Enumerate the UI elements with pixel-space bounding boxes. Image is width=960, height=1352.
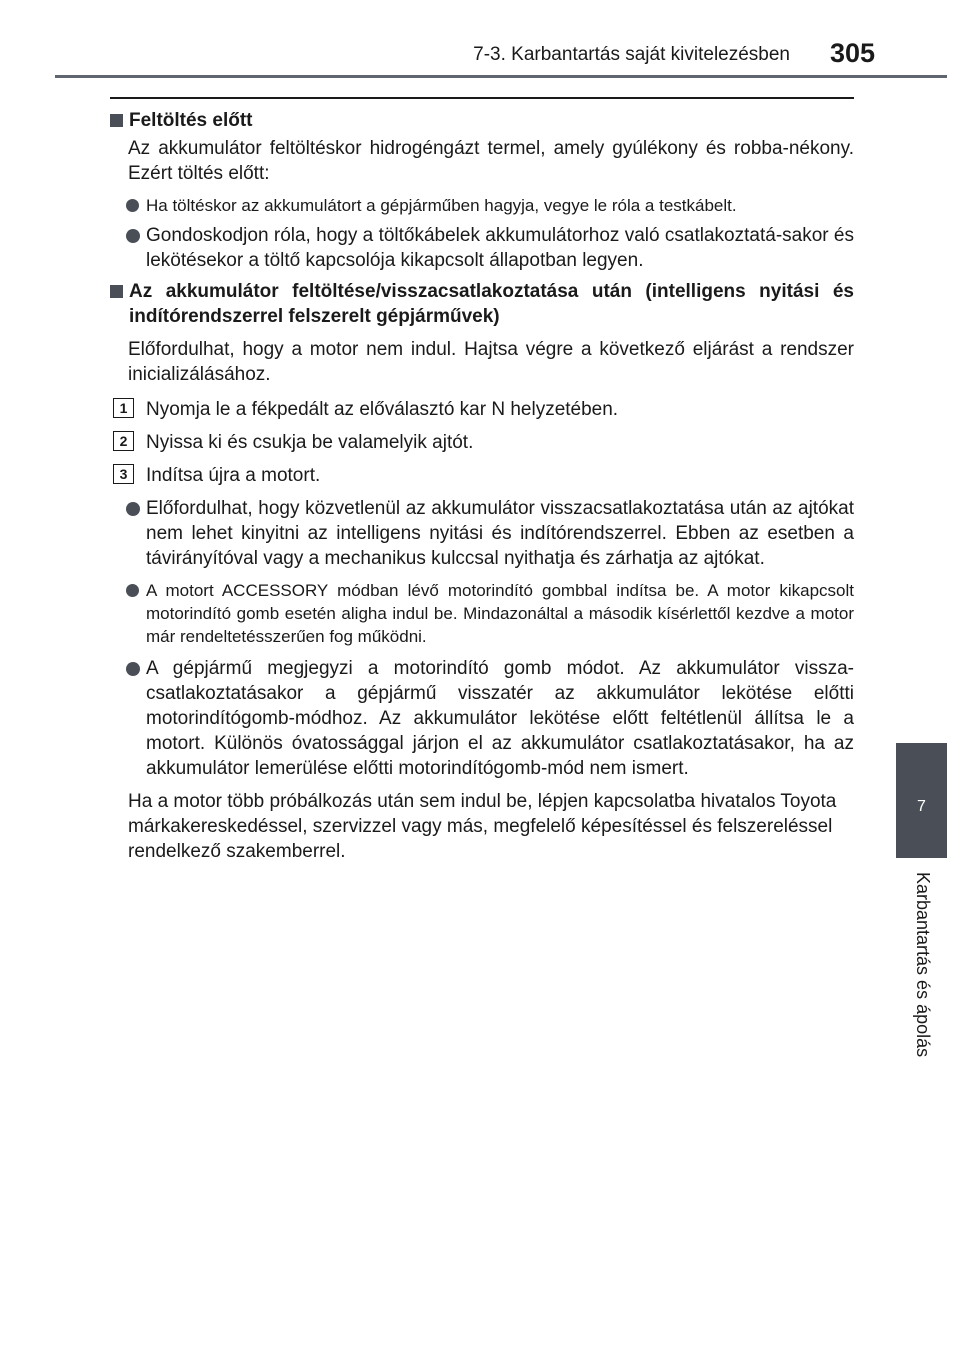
list-item: [110, 656, 854, 781]
section-heading: [110, 279, 854, 329]
round-bullet-icon: [126, 199, 139, 212]
chapter-number: 7: [917, 798, 926, 815]
step-number-box: 3: [113, 464, 134, 484]
chapter-tab: [896, 743, 947, 858]
step-number-box: 2: [113, 431, 134, 451]
page-content: [110, 108, 854, 864]
section-heading: [110, 108, 854, 133]
list-item: [110, 194, 854, 217]
round-bullet-icon: [126, 502, 140, 516]
section-heading-text: Az akkumulátor feltöltése/visszacsatlakoztatása után (intelligens nyitási és indítórendszerrel felszerelt gépjárművek): [129, 281, 854, 327]
list-item-text: A motort ACCESSORY módban lévő motorindító gombbal indítsa be. A motor kikapcsolt motorindító gomb esetén aligha indul be. Mindazonáltal a második kísérlettől kezdve a motor már rendeltetésszerűen fog működni.: [146, 581, 854, 646]
procedure-step: [110, 430, 854, 455]
page-number: 305: [830, 38, 876, 68]
procedure-step: [110, 463, 854, 488]
section-heading-text: Feltöltés előtt: [129, 110, 253, 131]
step-number-box: 1: [113, 398, 134, 418]
list-item: [110, 496, 854, 571]
step-text: Nyissa ki és csukja be valamelyik ajtót.: [146, 432, 474, 453]
list-item: [110, 223, 854, 273]
procedure-step: [110, 397, 854, 422]
section-intro: Előfordulhat, hogy a motor nem indul. Hajtsa végre a következő eljárást a rendszer inicializálásához.: [128, 339, 854, 385]
list-item-text: Előfordulhat, hogy közvetlenül az akkumulátor visszacsatlakoztatása után az ajtókat nem lehet kinyitni az intelligens nyitási és indítórendszerrel. Ebben az esetben a távirányítóval vagy a mechanikus kulccsal nyithatja és zárhatja az ajtókat.: [146, 498, 854, 569]
list-item: [110, 579, 854, 648]
step-text: Indítsa újra a motort.: [146, 465, 321, 486]
list-item-text: A gépjármű megjegyzi a motorindító gomb módot. Az akkumulátor vissza-csatlakoztatásakor a gépjármű visszatér az akkumulátor lekötése előtti motorindítógomb-módhoz. Az akkumulátor lekötése előtt feltétlenül állítsa le a motort. Különös óvatossággal járjon el az akkumulátor csatlakoztatásakor, ha az akkumulátor lemerülése előtti motorindítógomb-mód nem ismert.: [146, 658, 854, 779]
header-rule: [55, 75, 947, 78]
chapter-title-vertical: Karbantartás és ápolás: [913, 872, 933, 1058]
round-bullet-icon: [126, 229, 140, 243]
square-bullet-icon: [110, 285, 123, 298]
step-text: Nyomja le a fékpedált az előválasztó kar N helyzetében.: [146, 399, 619, 420]
section-intro: Az akkumulátor feltöltéskor hidrogéngázt termel, amely gyúlékony és robba-nékony. Ezért töltés előtt:: [128, 138, 854, 184]
section-rule: [110, 97, 854, 99]
square-bullet-icon: [110, 114, 123, 127]
closing-paragraph: Ha a motor több próbálkozás után sem indul be, lépjen kapcsolatba hivatalos Toyota márkakereskedéssel, szervizzel vagy más, megfelelő képesítéssel és felszereléssel rendelkező szakemberrel.: [128, 791, 837, 862]
list-item-text: Ha töltéskor az akkumulátort a gépjárműben hagyja, vegye le róla a testkábelt.: [146, 196, 737, 215]
round-bullet-icon: [126, 584, 139, 597]
list-item-text: Gondoskodjon róla, hogy a töltőkábelek akkumulátorhoz való csatlakoztatá-sakor és lekötésekor a töltő kapcsolója kikapcsolt állapotban legyen.: [146, 225, 854, 271]
running-header-title: 7-3. Karbantartás saját kivitelezésben: [473, 44, 790, 65]
round-bullet-icon: [126, 662, 140, 676]
